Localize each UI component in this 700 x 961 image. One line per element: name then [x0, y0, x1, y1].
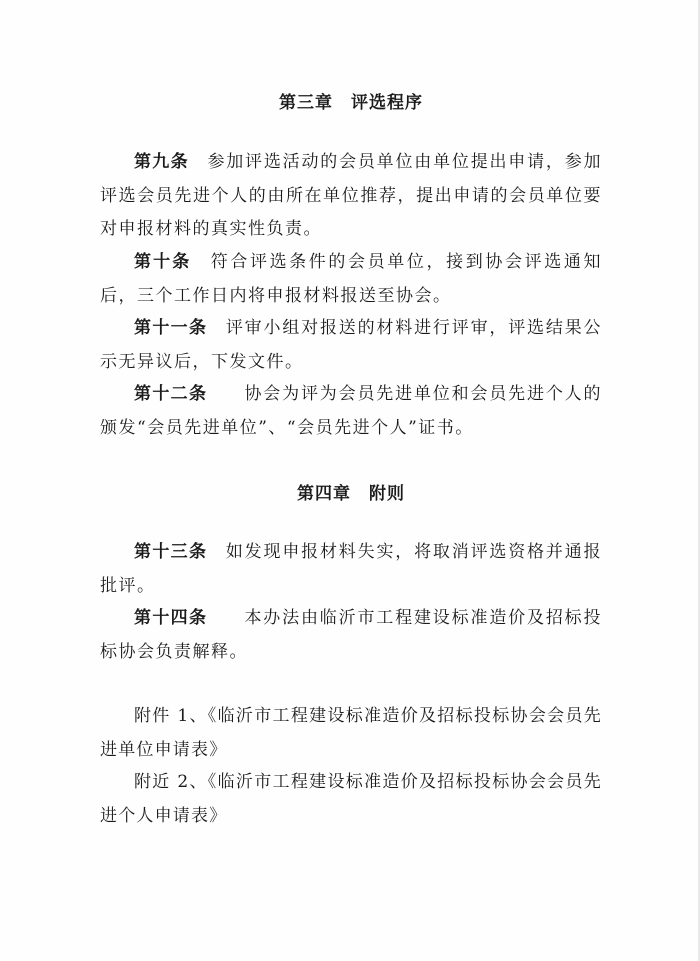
article-9-label: 第九条 [134, 152, 189, 172]
article-10-text: 符合评选条件的会员单位，接到协会评选通知后，三个工作日内将申报材料报送至协会。 [100, 252, 603, 306]
article-13-label: 第十三条 [134, 542, 208, 562]
article-11-label: 第十一条 [134, 318, 208, 338]
attachment-1: 附件 1、《临沂市工程建设标准造价及招标投标协会会员先进单位申请表》 [100, 706, 602, 760]
chapter-4-title: 第四章 附则 [297, 484, 405, 504]
article-13-text: 如发现申报材料失实，将取消评选资格并通报批评。 [100, 542, 603, 596]
article-12 [100, 378, 602, 445]
article-10 [100, 246, 602, 313]
article-13 [100, 536, 602, 603]
article-14 [100, 602, 602, 669]
article-9 [100, 146, 602, 247]
article-12-text: 协会为评为会员先进单位和会员先进个人的颁发“会员先进单位”、“会员先进个人”证书。 [100, 384, 603, 438]
article-11-text: 评审小组对报送的材料进行评审，评选结果公示无异议后，下发文件。 [100, 318, 603, 372]
article-10-label: 第十条 [134, 252, 192, 272]
article-14-text: 本办法由临沂市工程建设标准造价及招标投标协会负责解释。 [100, 608, 603, 662]
article-9-text: 参加评选活动的会员单位由单位提出申请，参加评选会员先进个人的由所在单位推荐，提出申请的会员单位要对申报材料的真实性负责。 [100, 152, 603, 239]
attachment-2: 附近 2、《临沂市工程建设标准造价及招标投标协会会员先进个人申请表》 [100, 772, 602, 826]
chapter-3-title: 第三章 评选程序 [279, 93, 423, 113]
article-12-label: 第十二条 [134, 384, 208, 404]
article-14-label: 第十四条 [134, 608, 208, 628]
article-11 [100, 312, 602, 379]
